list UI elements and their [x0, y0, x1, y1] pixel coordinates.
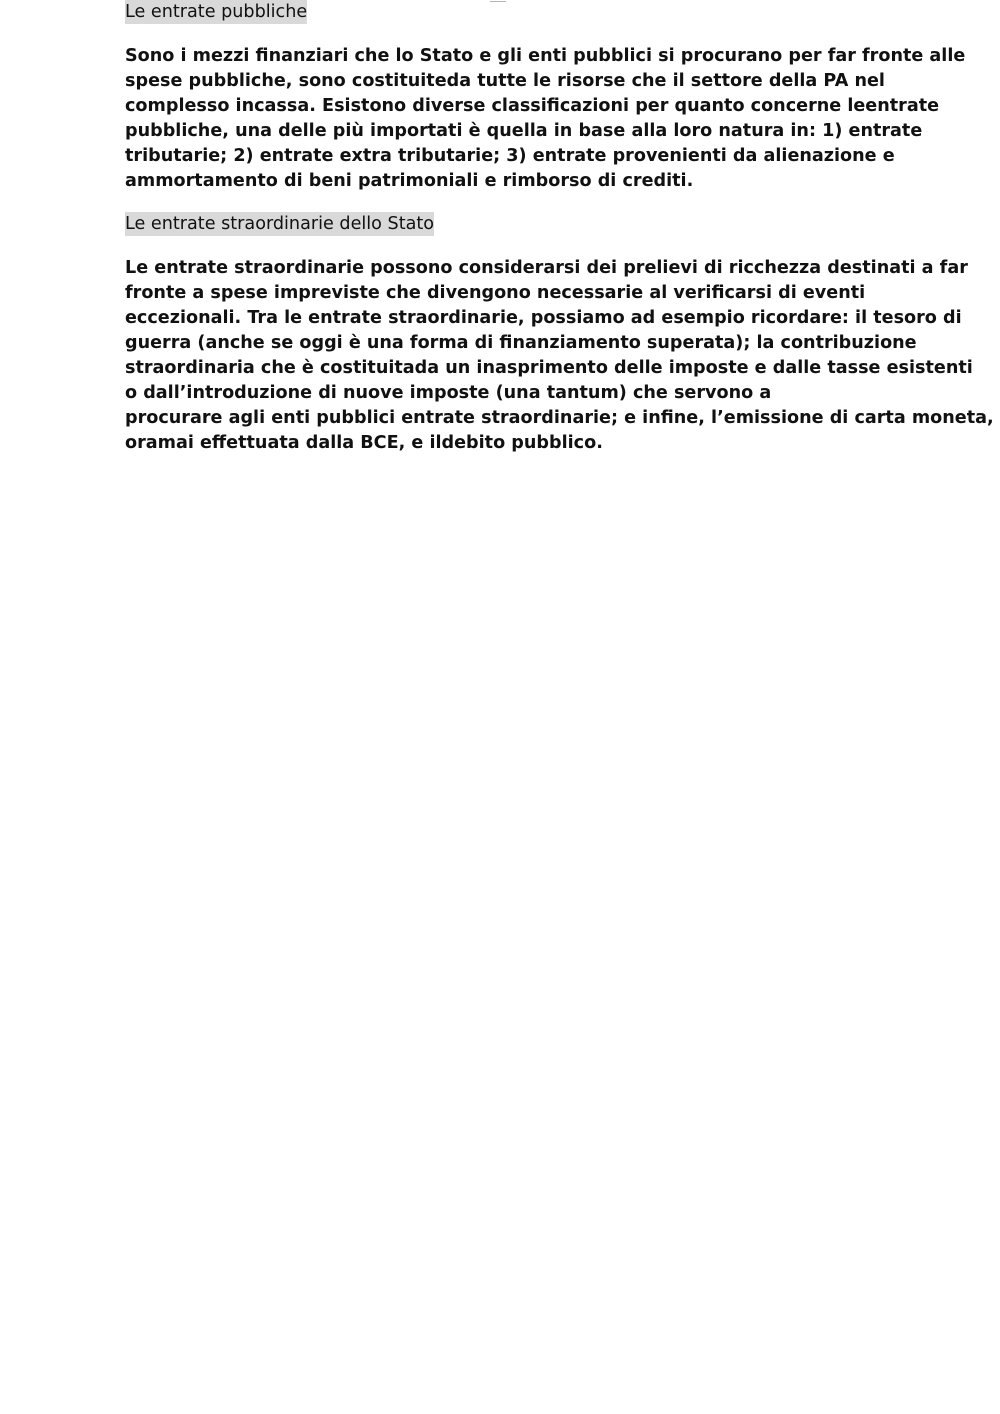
- section-paragraph: [125, 256, 994, 456]
- section-heading: Le entrate straordinarie dello Stato: [125, 214, 435, 234]
- paragraph-line: complesso incassa. Esistono diverse classificazioni per quanto concerne leentrate: [125, 96, 940, 116]
- section-entrate-straordinarie: [125, 212, 994, 456]
- section-paragraph: [125, 44, 966, 194]
- paragraph-line: fronte a spese impreviste che divengono necessarie al verificarsi di eventi: [125, 283, 866, 303]
- paragraph-line: Sono i mezzi finanziari che lo Stato e gli enti pubblici si procurano per far fronte alle: [125, 46, 966, 66]
- paragraph-line: ammortamento di beni patrimoniali e rimborso di crediti.: [125, 171, 694, 191]
- paragraph-line: procurare agli enti pubblici entrate straordinarie; e infine, l’emissione di carta moneta,: [125, 408, 994, 428]
- section-heading: Le entrate pubbliche: [125, 2, 308, 22]
- paragraph-line: oramai effettuata dalla BCE, e ildebito pubblico.: [125, 433, 603, 453]
- paragraph-line: pubbliche, una delle più importati è quella in base alla loro natura in: 1) entrate: [125, 121, 923, 141]
- paragraph-line: spese pubbliche, sono costituiteda tutte le risorse che il settore della PA nel: [125, 71, 885, 91]
- paragraph-line: guerra (anche se oggi è una forma di finanziamento superata); la contribuzione: [125, 333, 917, 353]
- document-content: [125, 0, 994, 456]
- paragraph-line: eccezionali. Tra le entrate straordinarie, possiamo ad esempio ricordare: il tesoro di: [125, 308, 962, 328]
- paragraph-line: Le entrate straordinarie possono considerarsi dei prelievi di ricchezza destinati a far: [125, 258, 968, 278]
- paragraph-line: tributarie; 2) entrate extra tributarie; 3) entrate provenienti da alienazione e: [125, 146, 895, 166]
- section-entrate-pubbliche: [125, 0, 966, 194]
- paragraph-line: o dall’introduzione di nuove imposte (una tantum) che servono a: [125, 383, 772, 403]
- paragraph-line: straordinaria che è costituitada un inasprimento delle imposte e dalle tasse esistenti: [125, 358, 973, 378]
